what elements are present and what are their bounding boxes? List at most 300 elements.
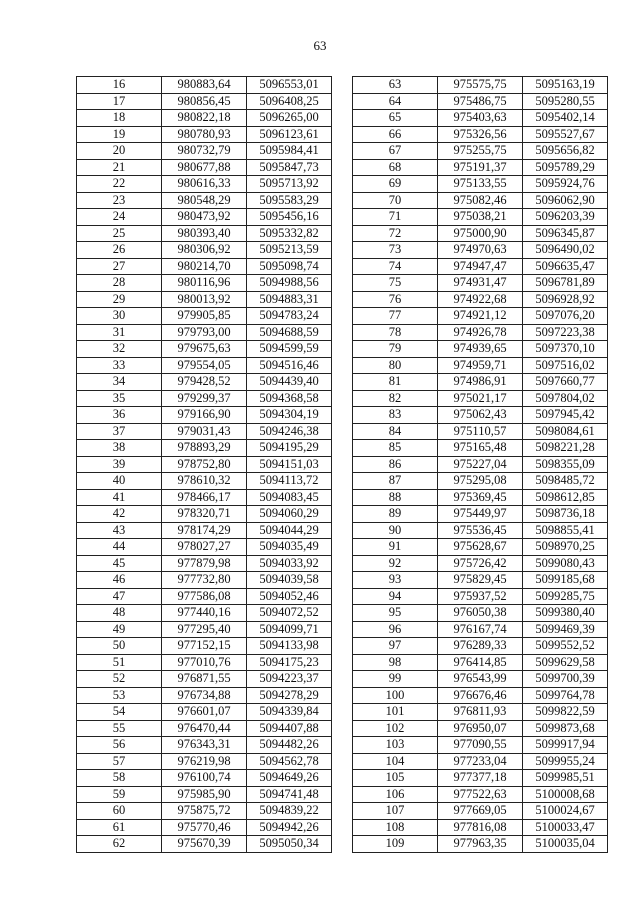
point-number-cell: 71: [353, 209, 438, 226]
x-coordinate-cell: 979905,85: [162, 308, 247, 325]
point-number-cell: 37: [77, 423, 162, 440]
x-coordinate-cell: 977816,08: [438, 819, 523, 836]
point-number-cell: 61: [77, 819, 162, 836]
table-row: [353, 291, 608, 308]
table-row: [353, 489, 608, 506]
x-coordinate-cell: 975191,37: [438, 159, 523, 176]
x-coordinate-cell: 980214,70: [162, 258, 247, 275]
x-coordinate-cell: 975062,43: [438, 407, 523, 424]
point-number-cell: 43: [77, 522, 162, 539]
coordinates-table-left: [76, 76, 332, 853]
point-number-cell: 52: [77, 671, 162, 688]
y-coordinate-cell: 5097804,02: [523, 390, 608, 407]
x-coordinate-cell: 979299,37: [162, 390, 247, 407]
y-coordinate-cell: 5094072,52: [247, 605, 332, 622]
table-row: [353, 770, 608, 787]
x-coordinate-cell: 975082,46: [438, 192, 523, 209]
y-coordinate-cell: 5094052,46: [247, 588, 332, 605]
y-coordinate-cell: 5097370,10: [523, 341, 608, 358]
table-row: [353, 539, 608, 556]
point-number-cell: 90: [353, 522, 438, 539]
y-coordinate-cell: 5098485,72: [523, 473, 608, 490]
table-row: [77, 737, 332, 754]
x-coordinate-cell: 974970,63: [438, 242, 523, 259]
point-number-cell: 83: [353, 407, 438, 424]
point-number-cell: 50: [77, 638, 162, 655]
y-coordinate-cell: 5096490,02: [523, 242, 608, 259]
y-coordinate-cell: 5099380,40: [523, 605, 608, 622]
point-number-cell: 66: [353, 126, 438, 143]
x-coordinate-cell: 977586,08: [162, 588, 247, 605]
y-coordinate-cell: 5098221,28: [523, 440, 608, 457]
x-coordinate-cell: 978466,17: [162, 489, 247, 506]
point-number-cell: 106: [353, 786, 438, 803]
x-coordinate-cell: 980732,79: [162, 143, 247, 160]
point-number-cell: 63: [353, 77, 438, 94]
table-row: [77, 324, 332, 341]
x-coordinate-cell: 976289,33: [438, 638, 523, 655]
point-number-cell: 33: [77, 357, 162, 374]
y-coordinate-cell: 5099700,39: [523, 671, 608, 688]
y-coordinate-cell: 5094304,19: [247, 407, 332, 424]
y-coordinate-cell: 5095402,14: [523, 110, 608, 127]
point-number-cell: 95: [353, 605, 438, 622]
y-coordinate-cell: 5095332,82: [247, 225, 332, 242]
x-coordinate-cell: 976871,55: [162, 671, 247, 688]
x-coordinate-cell: 975985,90: [162, 786, 247, 803]
table-row: [353, 638, 608, 655]
point-number-cell: 45: [77, 555, 162, 572]
y-coordinate-cell: 5094133,98: [247, 638, 332, 655]
point-number-cell: 35: [77, 390, 162, 407]
table-row: [353, 423, 608, 440]
table-row: [77, 489, 332, 506]
x-coordinate-cell: 975038,21: [438, 209, 523, 226]
y-coordinate-cell: 5094883,31: [247, 291, 332, 308]
table-row: [77, 786, 332, 803]
table-row: [77, 654, 332, 671]
x-coordinate-cell: 977669,05: [438, 803, 523, 820]
table-row: [353, 143, 608, 160]
x-coordinate-cell: 979428,52: [162, 374, 247, 391]
point-number-cell: 26: [77, 242, 162, 259]
table-row: [353, 687, 608, 704]
point-number-cell: 55: [77, 720, 162, 737]
x-coordinate-cell: 974921,12: [438, 308, 523, 325]
point-number-cell: 47: [77, 588, 162, 605]
point-number-cell: 38: [77, 440, 162, 457]
table-row: [353, 522, 608, 539]
y-coordinate-cell: 5099552,52: [523, 638, 608, 655]
point-number-cell: 87: [353, 473, 438, 490]
x-coordinate-cell: 976100,74: [162, 770, 247, 787]
x-coordinate-cell: 974926,78: [438, 324, 523, 341]
y-coordinate-cell: 5095098,74: [247, 258, 332, 275]
y-coordinate-cell: 5094060,29: [247, 506, 332, 523]
table-row: [353, 258, 608, 275]
table-row: [353, 209, 608, 226]
x-coordinate-cell: 975110,57: [438, 423, 523, 440]
y-coordinate-cell: 5099080,43: [523, 555, 608, 572]
y-coordinate-cell: 5099185,68: [523, 572, 608, 589]
point-number-cell: 57: [77, 753, 162, 770]
table-row: [77, 770, 332, 787]
x-coordinate-cell: 975486,75: [438, 93, 523, 110]
table-row: [77, 621, 332, 638]
x-coordinate-cell: 975369,45: [438, 489, 523, 506]
x-coordinate-cell: 980548,29: [162, 192, 247, 209]
y-coordinate-cell: 5094278,29: [247, 687, 332, 704]
x-coordinate-cell: 976601,07: [162, 704, 247, 721]
y-coordinate-cell: 5099469,39: [523, 621, 608, 638]
point-number-cell: 79: [353, 341, 438, 358]
table-row: [353, 357, 608, 374]
x-coordinate-cell: 979675,63: [162, 341, 247, 358]
y-coordinate-cell: 5097660,77: [523, 374, 608, 391]
point-number-cell: 97: [353, 638, 438, 655]
table-row: [77, 159, 332, 176]
point-number-cell: 36: [77, 407, 162, 424]
point-number-cell: 23: [77, 192, 162, 209]
y-coordinate-cell: 5095583,29: [247, 192, 332, 209]
x-coordinate-cell: 975326,56: [438, 126, 523, 143]
point-number-cell: 53: [77, 687, 162, 704]
point-number-cell: 80: [353, 357, 438, 374]
table-row: [77, 753, 332, 770]
x-coordinate-cell: 979554,05: [162, 357, 247, 374]
table-row: [353, 654, 608, 671]
point-number-cell: 88: [353, 489, 438, 506]
x-coordinate-cell: 975575,75: [438, 77, 523, 94]
y-coordinate-cell: 5095456,16: [247, 209, 332, 226]
point-number-cell: 60: [77, 803, 162, 820]
point-number-cell: 75: [353, 275, 438, 292]
table-row: [353, 374, 608, 391]
table-row: [77, 209, 332, 226]
y-coordinate-cell: 5094039,58: [247, 572, 332, 589]
y-coordinate-cell: 5094083,45: [247, 489, 332, 506]
point-number-cell: 109: [353, 836, 438, 853]
y-coordinate-cell: 5094407,88: [247, 720, 332, 737]
x-coordinate-cell: 980013,92: [162, 291, 247, 308]
x-coordinate-cell: 974947,47: [438, 258, 523, 275]
x-coordinate-cell: 980393,40: [162, 225, 247, 242]
point-number-cell: 98: [353, 654, 438, 671]
table-row: [353, 275, 608, 292]
table-row: [353, 93, 608, 110]
point-number-cell: 41: [77, 489, 162, 506]
y-coordinate-cell: 5100033,47: [523, 819, 608, 836]
y-coordinate-cell: 5094482,26: [247, 737, 332, 754]
point-number-cell: 21: [77, 159, 162, 176]
x-coordinate-cell: 979031,43: [162, 423, 247, 440]
point-number-cell: 84: [353, 423, 438, 440]
y-coordinate-cell: 5097223,38: [523, 324, 608, 341]
x-coordinate-cell: 977377,18: [438, 770, 523, 787]
x-coordinate-cell: 975000,90: [438, 225, 523, 242]
x-coordinate-cell: 975295,08: [438, 473, 523, 490]
table-row: [353, 671, 608, 688]
table-row: [353, 819, 608, 836]
table-row: [353, 456, 608, 473]
y-coordinate-cell: 5096635,47: [523, 258, 608, 275]
x-coordinate-cell: 978610,32: [162, 473, 247, 490]
point-number-cell: 56: [77, 737, 162, 754]
x-coordinate-cell: 980116,96: [162, 275, 247, 292]
table-row: [77, 539, 332, 556]
x-coordinate-cell: 980856,45: [162, 93, 247, 110]
table-row: [353, 803, 608, 820]
table-row: [77, 522, 332, 539]
y-coordinate-cell: 5095656,82: [523, 143, 608, 160]
x-coordinate-cell: 977010,76: [162, 654, 247, 671]
y-coordinate-cell: 5095984,41: [247, 143, 332, 160]
table-row: [353, 588, 608, 605]
point-number-cell: 59: [77, 786, 162, 803]
point-number-cell: 76: [353, 291, 438, 308]
table-row: [353, 836, 608, 853]
point-number-cell: 67: [353, 143, 438, 160]
table-row: [77, 341, 332, 358]
table-row: [77, 423, 332, 440]
point-number-cell: 51: [77, 654, 162, 671]
y-coordinate-cell: 5099955,24: [523, 753, 608, 770]
x-coordinate-cell: 975670,39: [162, 836, 247, 853]
x-coordinate-cell: 974931,47: [438, 275, 523, 292]
point-number-cell: 16: [77, 77, 162, 94]
point-number-cell: 62: [77, 836, 162, 853]
table-row: [77, 390, 332, 407]
x-coordinate-cell: 977295,40: [162, 621, 247, 638]
x-coordinate-cell: 974959,71: [438, 357, 523, 374]
point-number-cell: 100: [353, 687, 438, 704]
table-row: [353, 324, 608, 341]
table-row: [77, 126, 332, 143]
table-row: [77, 473, 332, 490]
y-coordinate-cell: 5095280,55: [523, 93, 608, 110]
table-row: [353, 242, 608, 259]
x-coordinate-cell: 978893,29: [162, 440, 247, 457]
y-coordinate-cell: 5094368,58: [247, 390, 332, 407]
page-number: 63: [313, 38, 327, 53]
table-row: [353, 77, 608, 94]
y-coordinate-cell: 5094175,23: [247, 654, 332, 671]
table-row: [353, 192, 608, 209]
x-coordinate-cell: 975875,72: [162, 803, 247, 820]
point-number-cell: 72: [353, 225, 438, 242]
y-coordinate-cell: 5094839,22: [247, 803, 332, 820]
point-number-cell: 22: [77, 176, 162, 193]
table-row: [77, 671, 332, 688]
point-number-cell: 91: [353, 539, 438, 556]
x-coordinate-cell: 976811,93: [438, 704, 523, 721]
table-row: [353, 308, 608, 325]
point-number-cell: 81: [353, 374, 438, 391]
table-row: [353, 390, 608, 407]
y-coordinate-cell: 5099873,68: [523, 720, 608, 737]
table-row: [77, 572, 332, 589]
x-coordinate-cell: 976050,38: [438, 605, 523, 622]
table-row: [77, 93, 332, 110]
x-coordinate-cell: 978752,80: [162, 456, 247, 473]
table-row: [77, 638, 332, 655]
table-row: [353, 621, 608, 638]
point-number-cell: 58: [77, 770, 162, 787]
table-row: [353, 753, 608, 770]
table-row: [353, 110, 608, 127]
point-number-cell: 77: [353, 308, 438, 325]
point-number-cell: 96: [353, 621, 438, 638]
y-coordinate-cell: 5099822,59: [523, 704, 608, 721]
x-coordinate-cell: 975770,46: [162, 819, 247, 836]
table-row: [77, 258, 332, 275]
y-coordinate-cell: 5095789,29: [523, 159, 608, 176]
y-coordinate-cell: 5094783,24: [247, 308, 332, 325]
y-coordinate-cell: 5094033,92: [247, 555, 332, 572]
y-coordinate-cell: 5094688,59: [247, 324, 332, 341]
y-coordinate-cell: 5099764,78: [523, 687, 608, 704]
table-row: [77, 819, 332, 836]
point-number-cell: 85: [353, 440, 438, 457]
x-coordinate-cell: 975937,52: [438, 588, 523, 605]
y-coordinate-cell: 5094562,78: [247, 753, 332, 770]
x-coordinate-cell: 980306,92: [162, 242, 247, 259]
x-coordinate-cell: 977233,04: [438, 753, 523, 770]
table-row: [77, 77, 332, 94]
point-number-cell: 49: [77, 621, 162, 638]
y-coordinate-cell: 5094223,37: [247, 671, 332, 688]
y-coordinate-cell: 5095847,73: [247, 159, 332, 176]
y-coordinate-cell: 5095213,59: [247, 242, 332, 259]
table-row: [77, 275, 332, 292]
x-coordinate-cell: 978027,27: [162, 539, 247, 556]
y-coordinate-cell: 5094035,49: [247, 539, 332, 556]
table-row: [353, 506, 608, 523]
table-row: [353, 737, 608, 754]
point-number-cell: 82: [353, 390, 438, 407]
point-number-cell: 64: [353, 93, 438, 110]
point-number-cell: 92: [353, 555, 438, 572]
x-coordinate-cell: 976676,46: [438, 687, 523, 704]
point-number-cell: 73: [353, 242, 438, 259]
y-coordinate-cell: 5094044,29: [247, 522, 332, 539]
y-coordinate-cell: 5097945,42: [523, 407, 608, 424]
y-coordinate-cell: 5095713,92: [247, 176, 332, 193]
x-coordinate-cell: 980473,92: [162, 209, 247, 226]
table-row: [353, 572, 608, 589]
y-coordinate-cell: 5096928,92: [523, 291, 608, 308]
table-row: [353, 341, 608, 358]
table-row: [77, 374, 332, 391]
point-number-cell: 69: [353, 176, 438, 193]
x-coordinate-cell: 980883,64: [162, 77, 247, 94]
table-row: [77, 456, 332, 473]
point-number-cell: 44: [77, 539, 162, 556]
point-number-cell: 70: [353, 192, 438, 209]
point-number-cell: 89: [353, 506, 438, 523]
x-coordinate-cell: 976414,85: [438, 654, 523, 671]
x-coordinate-cell: 976950,07: [438, 720, 523, 737]
point-number-cell: 65: [353, 110, 438, 127]
x-coordinate-cell: 974922,68: [438, 291, 523, 308]
point-number-cell: 107: [353, 803, 438, 820]
coordinates-table-right-body: [353, 77, 608, 853]
x-coordinate-cell: 980780,93: [162, 126, 247, 143]
x-coordinate-cell: 976167,74: [438, 621, 523, 638]
y-coordinate-cell: 5094516,46: [247, 357, 332, 374]
table-row: [353, 440, 608, 457]
x-coordinate-cell: 979166,90: [162, 407, 247, 424]
x-coordinate-cell: 975829,45: [438, 572, 523, 589]
x-coordinate-cell: 975021,17: [438, 390, 523, 407]
x-coordinate-cell: 975133,55: [438, 176, 523, 193]
point-number-cell: 54: [77, 704, 162, 721]
y-coordinate-cell: 5100035,04: [523, 836, 608, 853]
point-number-cell: 34: [77, 374, 162, 391]
point-number-cell: 19: [77, 126, 162, 143]
y-coordinate-cell: 5094942,26: [247, 819, 332, 836]
point-number-cell: 86: [353, 456, 438, 473]
x-coordinate-cell: 976734,88: [162, 687, 247, 704]
point-number-cell: 94: [353, 588, 438, 605]
table-row: [77, 242, 332, 259]
table-row: [77, 605, 332, 622]
y-coordinate-cell: 5094649,26: [247, 770, 332, 787]
table-row: [77, 440, 332, 457]
x-coordinate-cell: 975449,97: [438, 506, 523, 523]
table-row: [77, 803, 332, 820]
coordinates-table-left-body: [77, 77, 332, 853]
table-row: [77, 836, 332, 853]
point-number-cell: 30: [77, 308, 162, 325]
x-coordinate-cell: 975227,04: [438, 456, 523, 473]
y-coordinate-cell: 5098855,41: [523, 522, 608, 539]
x-coordinate-cell: 980677,88: [162, 159, 247, 176]
point-number-cell: 101: [353, 704, 438, 721]
x-coordinate-cell: 975403,63: [438, 110, 523, 127]
table-row: [77, 176, 332, 193]
table-row: [77, 357, 332, 374]
point-number-cell: 28: [77, 275, 162, 292]
point-number-cell: 24: [77, 209, 162, 226]
y-coordinate-cell: 5099985,51: [523, 770, 608, 787]
y-coordinate-cell: 5095924,76: [523, 176, 608, 193]
table-row: [353, 555, 608, 572]
x-coordinate-cell: 977732,80: [162, 572, 247, 589]
x-coordinate-cell: 977879,98: [162, 555, 247, 572]
y-coordinate-cell: 5094988,56: [247, 275, 332, 292]
table-row: [353, 407, 608, 424]
x-coordinate-cell: 976343,31: [162, 737, 247, 754]
x-coordinate-cell: 976543,99: [438, 671, 523, 688]
point-number-cell: 17: [77, 93, 162, 110]
point-number-cell: 48: [77, 605, 162, 622]
point-number-cell: 105: [353, 770, 438, 787]
table-row: [77, 110, 332, 127]
y-coordinate-cell: 5095163,19: [523, 77, 608, 94]
y-coordinate-cell: 5100024,67: [523, 803, 608, 820]
x-coordinate-cell: 975628,67: [438, 539, 523, 556]
x-coordinate-cell: 975165,48: [438, 440, 523, 457]
y-coordinate-cell: 5096553,01: [247, 77, 332, 94]
point-number-cell: 32: [77, 341, 162, 358]
y-coordinate-cell: 5097516,02: [523, 357, 608, 374]
y-coordinate-cell: 5098612,85: [523, 489, 608, 506]
y-coordinate-cell: 5098970,25: [523, 539, 608, 556]
x-coordinate-cell: 974939,65: [438, 341, 523, 358]
point-number-cell: 103: [353, 737, 438, 754]
y-coordinate-cell: 5094741,48: [247, 786, 332, 803]
